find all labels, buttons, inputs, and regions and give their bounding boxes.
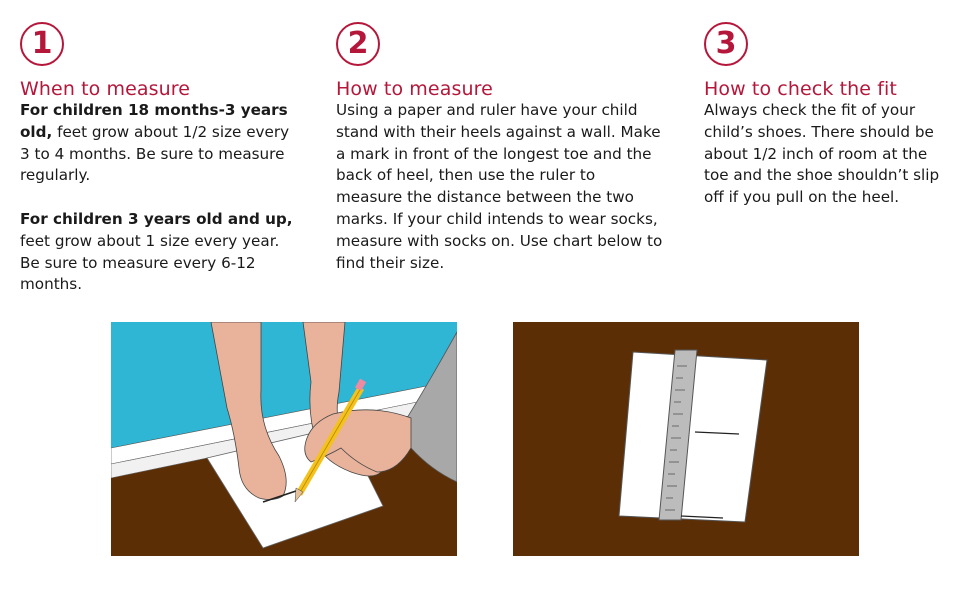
step-1-paragraph-2-text: feet grow about 1 size every year. Be sure to measure every 6-12 months. bbox=[20, 231, 280, 294]
step-check-the-fit bbox=[704, 22, 954, 209]
step-1-paragraph-1-bold: For children 18 months-3 years old, bbox=[20, 101, 288, 141]
step-3-body: Always check the fit of your child’s shoes. There should be about 1/2 inch of room at the toe and the shoe shouldn’t slip off if you pull on the heel. bbox=[704, 101, 940, 207]
step-1-paragraph-2 bbox=[20, 209, 300, 296]
step-number-1: 1 bbox=[20, 22, 64, 66]
step-title-1: When to measure bbox=[20, 78, 191, 100]
ruler-paper-illustration bbox=[513, 322, 859, 556]
step-title-2: How to measure bbox=[336, 78, 493, 100]
step-1-paragraph-1-text: feet grow about 1/2 size every 3 to 4 months. Be sure to measure regularly. bbox=[20, 122, 290, 185]
step-2-body: Using a paper and ruler have your child stand with their heels against a wall. Make a mark in front of the longest toe and the back of heel, then use the ruler to measure the distance between the two marks. If your child intends to wear socks, measure with socks on. Use chart below to find their size. bbox=[336, 101, 663, 272]
step-when-to-measure bbox=[20, 22, 300, 296]
step-number-2: 2 bbox=[336, 22, 380, 66]
step-title-3: How to check the fit bbox=[704, 78, 897, 100]
foot-measuring-illustration bbox=[111, 322, 457, 556]
step-how-to-measure bbox=[336, 22, 664, 274]
step-1-paragraph-1 bbox=[20, 100, 300, 187]
step-1-paragraph-2-bold: For children 3 years old and up, bbox=[20, 209, 293, 228]
step-number-3: 3 bbox=[704, 22, 748, 66]
